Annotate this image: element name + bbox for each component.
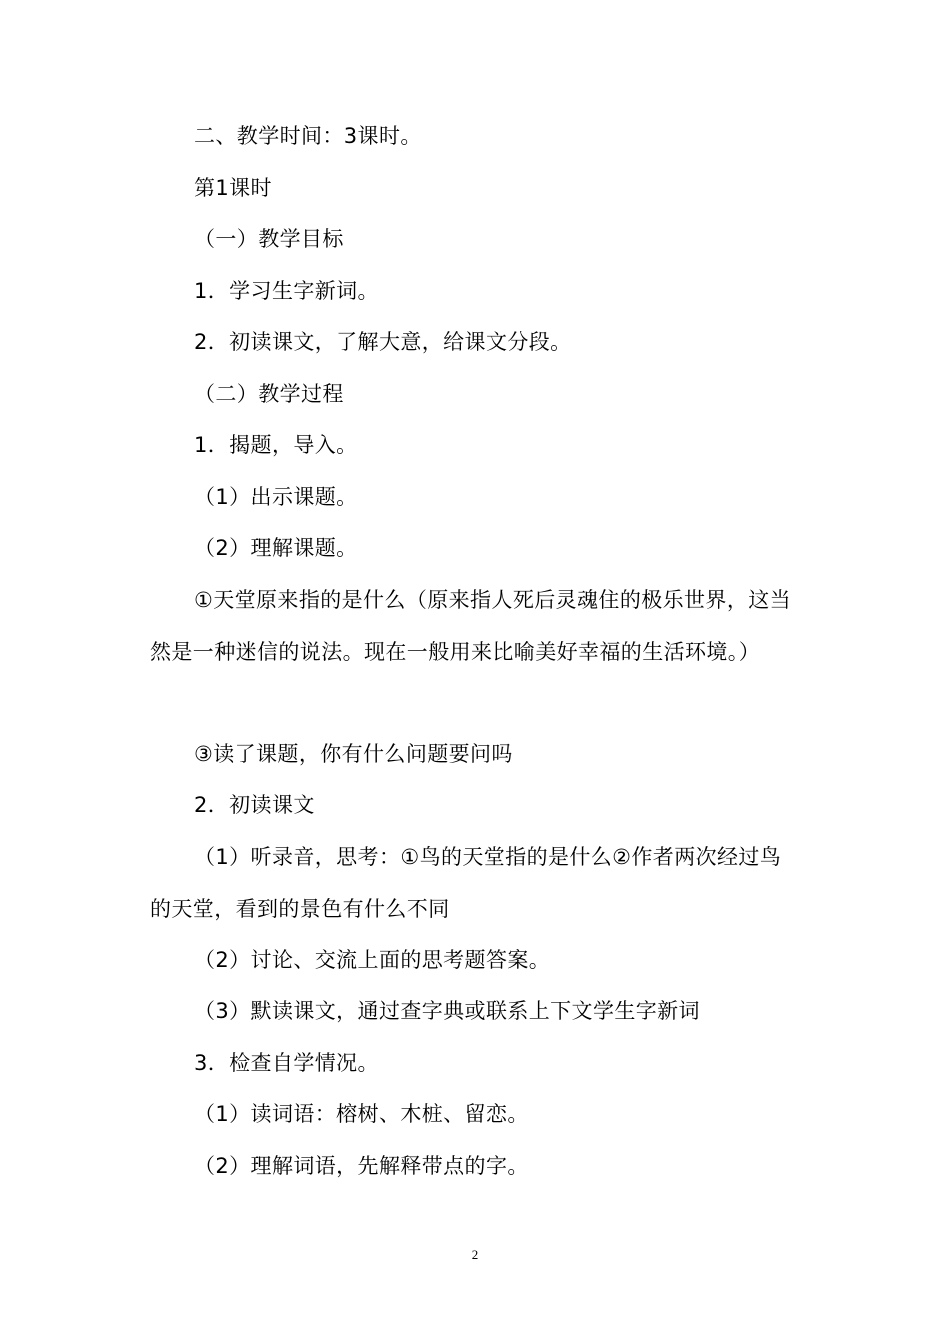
paragraph-goal-2: 2．初读课文，了解大意，给课文分段。 [194, 330, 572, 354]
paragraph-goals-heading: （一）教学目标 [194, 227, 344, 251]
paragraph-process-heading: （二）教学过程 [194, 382, 344, 406]
paragraph-step-1: 1．揭题，导入。 [194, 433, 358, 457]
paragraph-step-3-1: （1）读词语：榕树、木桩、留恋。 [194, 1102, 529, 1126]
paragraph-heaven-meaning: ①天堂原来指的是什么（原来指人死后灵魂住的极乐世界，这当然是一种迷信的说法。现在一般用来比喻美好幸福的生活环境。） [150, 588, 792, 664]
paragraph-teaching-time: 二、教学时间：3课时。 [194, 124, 422, 148]
page-number: 2 [471, 1247, 479, 1262]
paragraph-step-1-1: （1）出示课题。 [194, 485, 358, 509]
paragraph-step-2-3: （3）默读课文，通过查字典或联系上下文学生字新词 [194, 999, 700, 1023]
paragraph-step-2: 2．初读课文 [194, 793, 315, 817]
paragraph-question: ③读了课题，你有什么问题要问吗 [194, 742, 513, 766]
paragraph-step-2-2: （2）讨论、交流上面的思考题答案。 [194, 948, 551, 972]
paragraph-goal-1: 1．学习生字新词。 [194, 279, 379, 303]
paragraph-step-3: 3．检查自学情况。 [194, 1051, 379, 1075]
paragraph-step-3-2: （2）理解词语，先解释带点的字。 [194, 1154, 529, 1178]
paragraph-step-2-1: （1）听录音，思考：①鸟的天堂指的是什么②作者两次经过鸟的天堂，看到的景色有什么不同 [150, 845, 782, 921]
paragraph-step-1-2: （2）理解课题。 [194, 536, 358, 560]
paragraph-lesson-1-heading: 第1课时 [194, 176, 272, 200]
